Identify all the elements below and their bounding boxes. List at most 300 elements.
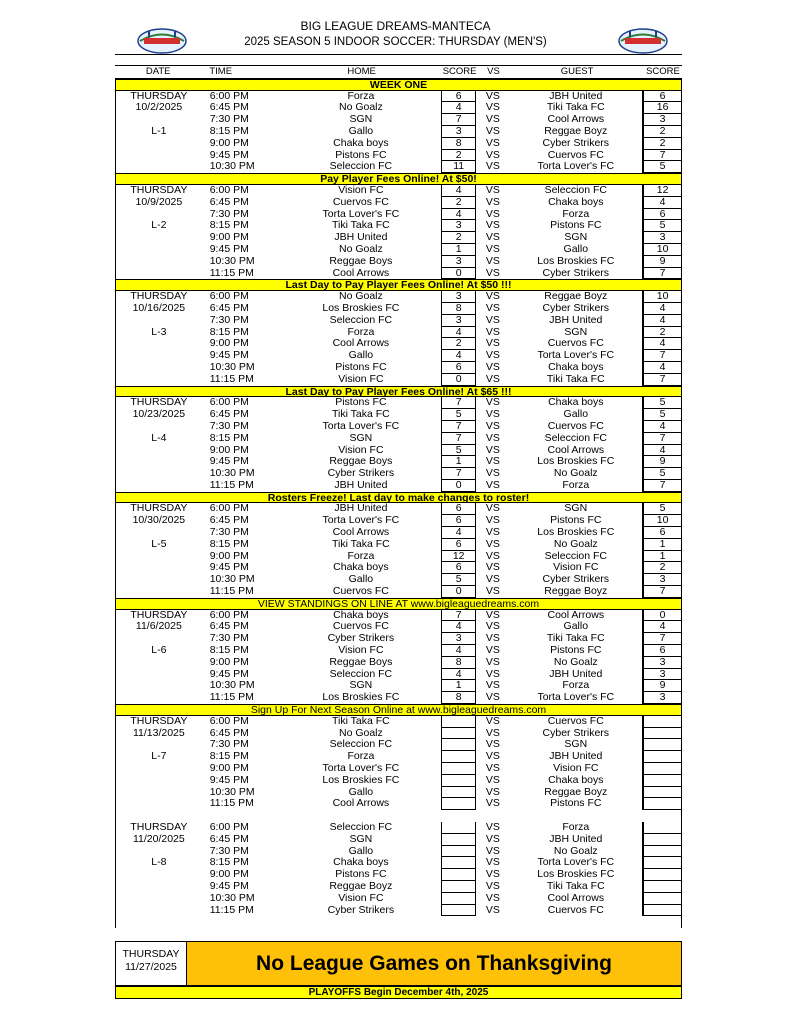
week-label: L-2 xyxy=(151,220,167,232)
guest-score: 7 xyxy=(643,350,681,362)
week-banner: VIEW STANDINGS ON LINE AT www.bigleaguedreams.com xyxy=(115,598,682,610)
home-score xyxy=(442,763,476,775)
date-cell xyxy=(116,232,202,244)
game-time: 9:00 PM xyxy=(209,656,249,668)
game-time: 8:15 PM xyxy=(209,220,249,232)
game-time: 10:30 PM xyxy=(209,892,255,904)
guest-score: 5 xyxy=(643,397,681,409)
guest-score xyxy=(643,869,681,881)
home-team: Reggae Boys xyxy=(281,256,442,268)
guest-score: 3 xyxy=(643,657,681,669)
game-row xyxy=(115,421,682,433)
vs-label: VS xyxy=(485,798,500,810)
guest-score: 10 xyxy=(643,515,681,527)
vs-label: VS xyxy=(485,479,500,491)
home-score: 3 xyxy=(442,256,476,268)
guest-team: Chaka boys xyxy=(509,362,643,374)
guest-team: JBH United xyxy=(509,669,643,681)
guest-team: JBH United xyxy=(509,834,643,846)
game-time: 7:30 PM xyxy=(209,845,249,857)
guest-team: No Goalz xyxy=(509,846,643,858)
guest-team: Reggae Boyz xyxy=(509,787,643,799)
vs-label: VS xyxy=(485,338,500,350)
game-time: 8:15 PM xyxy=(209,751,249,763)
vs-label: VS xyxy=(485,633,500,645)
guest-score xyxy=(643,905,681,917)
game-row xyxy=(115,91,682,103)
home-team: Gallo xyxy=(281,350,442,362)
home-score: 2 xyxy=(442,338,476,350)
week-day: THURSDAY xyxy=(130,397,188,409)
vs-label: VS xyxy=(485,291,500,303)
week-day: THURSDAY xyxy=(130,715,188,727)
date-cell xyxy=(116,527,202,539)
vs-label: VS xyxy=(485,420,500,432)
home-score: 12 xyxy=(442,551,476,563)
guest-team: Cool Arrows xyxy=(509,445,643,457)
guest-team: Forza xyxy=(509,822,643,834)
game-time: 11:15 PM xyxy=(209,373,254,385)
date-cell xyxy=(116,421,202,433)
game-row xyxy=(115,905,682,917)
home-team: Pistons FC xyxy=(281,362,442,374)
game-row xyxy=(115,551,682,563)
home-team: Pistons FC xyxy=(281,150,442,162)
game-row xyxy=(115,586,682,598)
vs-label: VS xyxy=(485,456,500,468)
game-row xyxy=(115,209,682,221)
game-row xyxy=(115,527,682,539)
game-time: 7:30 PM xyxy=(209,633,249,645)
guest-score xyxy=(643,822,681,834)
game-row xyxy=(115,456,682,468)
game-row xyxy=(115,445,682,457)
game-row xyxy=(115,539,682,551)
home-score: 4 xyxy=(442,621,476,633)
guest-score: 7 xyxy=(643,374,681,386)
guest-team: Forza xyxy=(509,480,643,492)
home-score xyxy=(442,775,476,787)
guest-score xyxy=(643,857,681,869)
home-score: 8 xyxy=(442,692,476,704)
home-score xyxy=(442,728,476,740)
vs-label: VS xyxy=(485,751,500,763)
vs-label: VS xyxy=(485,373,500,385)
vs-label: VS xyxy=(485,161,500,173)
thanksgiving-day: THURSDAY xyxy=(122,948,180,960)
vs-label: VS xyxy=(485,621,500,633)
vs-label: VS xyxy=(485,869,500,881)
home-team: Forza xyxy=(281,91,442,103)
guest-score: 6 xyxy=(643,209,681,221)
column-header-guest-score: SCORE xyxy=(646,66,680,77)
game-time: 11:15 PM xyxy=(209,798,254,810)
home-team: Cuervos FC xyxy=(281,586,442,598)
week-day: THURSDAY xyxy=(130,90,188,102)
vs-label: VS xyxy=(485,149,500,161)
guest-team: Reggae Boyz xyxy=(509,586,643,598)
week-date: 10/9/2025 xyxy=(135,196,183,208)
home-score: 6 xyxy=(442,362,476,374)
game-time: 8:15 PM xyxy=(209,125,249,137)
home-score: 4 xyxy=(442,645,476,657)
guest-team: Torta Lover's FC xyxy=(509,692,643,704)
vs-label: VS xyxy=(485,444,500,456)
home-score xyxy=(442,869,476,881)
page-subtitle: 2025 SEASON 5 INDOOR SOCCER: THURSDAY (MEN'S) xyxy=(244,36,547,48)
vs-label: VS xyxy=(485,397,500,409)
home-team: No Goalz xyxy=(281,102,442,114)
vs-label: VS xyxy=(485,586,500,598)
column-header-home: HOME xyxy=(347,66,376,77)
guest-score: 1 xyxy=(643,539,681,551)
guest-team: Cyber Strikers xyxy=(509,138,643,150)
game-time: 9:45 PM xyxy=(209,243,249,255)
home-team: Cool Arrows xyxy=(281,338,442,350)
game-row xyxy=(115,232,682,244)
home-team: Cuervos FC xyxy=(281,621,442,633)
home-team: Chaka boys xyxy=(281,857,442,869)
home-score: 6 xyxy=(442,91,476,103)
home-score: 7 xyxy=(442,468,476,480)
home-score: 5 xyxy=(442,409,476,421)
game-time: 9:45 PM xyxy=(209,668,249,680)
game-time: 6:00 PM xyxy=(209,291,249,303)
guest-team: Seleccion FC xyxy=(509,551,643,563)
game-row xyxy=(115,268,682,280)
home-team: Reggae Boys xyxy=(281,456,442,468)
game-time: 9:00 PM xyxy=(209,338,249,350)
column-header-vs: VS xyxy=(487,66,500,77)
guest-score: 3 xyxy=(643,114,681,126)
game-row xyxy=(115,692,682,704)
game-row xyxy=(115,881,682,893)
week-date: 10/30/2025 xyxy=(132,515,186,527)
guest-score xyxy=(643,775,681,787)
game-row xyxy=(115,857,682,869)
guest-team: No Goalz xyxy=(509,539,643,551)
home-score: 0 xyxy=(442,586,476,598)
date-cell xyxy=(116,633,202,645)
date-cell xyxy=(116,268,202,280)
date-cell xyxy=(116,739,202,751)
home-score xyxy=(442,834,476,846)
game-time: 6:45 PM xyxy=(209,102,249,114)
game-row xyxy=(115,610,682,622)
home-score: 3 xyxy=(442,633,476,645)
home-score: 5 xyxy=(442,574,476,586)
home-score xyxy=(442,751,476,763)
game-time: 6:00 PM xyxy=(209,822,249,833)
home-score: 0 xyxy=(442,480,476,492)
home-team: Seleccion FC xyxy=(281,739,442,751)
date-cell xyxy=(116,775,202,787)
date-cell xyxy=(116,763,202,775)
guest-team: Torta Lover's FC xyxy=(509,350,643,362)
vs-label: VS xyxy=(485,880,500,892)
guest-team: SGN xyxy=(509,739,643,751)
vs-label: VS xyxy=(485,409,500,421)
game-row xyxy=(115,315,682,327)
game-time: 9:45 PM xyxy=(209,350,249,362)
home-score: 6 xyxy=(442,539,476,551)
vs-label: VS xyxy=(485,562,500,574)
week-day: THURSDAY xyxy=(130,609,188,621)
guest-team: Cuervos FC xyxy=(509,905,643,917)
home-team: Cool Arrows xyxy=(281,527,442,539)
game-time: 6:00 PM xyxy=(209,503,249,515)
home-score: 1 xyxy=(442,680,476,692)
game-row xyxy=(115,645,682,657)
vs-label: VS xyxy=(485,668,500,680)
week-date: 10/23/2025 xyxy=(132,409,186,421)
home-team: No Goalz xyxy=(281,291,442,303)
guest-team: Seleccion FC xyxy=(509,433,643,445)
home-team: Cuervos FC xyxy=(281,197,442,209)
guest-score: 4 xyxy=(643,421,681,433)
guest-team: Chaka boys xyxy=(509,775,643,787)
column-header-time: TIME xyxy=(209,66,233,77)
vs-label: VS xyxy=(485,550,500,562)
guest-score: 3 xyxy=(643,669,681,681)
date-cell xyxy=(116,680,202,692)
vs-label: VS xyxy=(485,774,500,786)
week-date: 11/13/2025 xyxy=(132,727,185,739)
guest-score xyxy=(643,739,681,751)
home-team: Vision FC xyxy=(281,445,442,457)
game-time: 7:30 PM xyxy=(209,420,249,432)
game-row xyxy=(115,574,682,586)
guest-score: 5 xyxy=(643,409,681,421)
week-label: L-4 xyxy=(151,432,167,444)
week-day: THURSDAY xyxy=(130,184,188,196)
game-row xyxy=(115,633,682,645)
game-row xyxy=(115,669,682,681)
game-time: 6:45 PM xyxy=(209,409,249,421)
vs-label: VS xyxy=(485,515,500,527)
game-row xyxy=(115,350,682,362)
game-time: 10:30 PM xyxy=(209,680,255,692)
guest-score: 2 xyxy=(643,562,681,574)
date-cell xyxy=(116,798,202,810)
date-cell xyxy=(116,138,202,150)
game-time: 7:30 PM xyxy=(209,739,249,751)
home-team: Torta Lover's FC xyxy=(281,763,442,775)
home-score: 2 xyxy=(442,150,476,162)
week-banner: Pay Player Fees Online! At $50! xyxy=(115,173,682,185)
vs-label: VS xyxy=(485,326,500,338)
guest-team: Seleccion FC xyxy=(509,185,643,197)
home-score xyxy=(442,798,476,810)
date-cell xyxy=(116,315,202,327)
guest-score: 10 xyxy=(643,291,681,303)
home-team: JBH United xyxy=(281,503,442,515)
week-banner: WEEK ONE xyxy=(115,79,682,91)
page-title: BIG LEAGUE DREAMS-MANTECA xyxy=(300,19,491,33)
home-score: 4 xyxy=(442,327,476,339)
date-cell xyxy=(116,869,202,881)
guest-team: JBH United xyxy=(509,315,643,327)
schedule-table xyxy=(115,65,682,928)
guest-score: 7 xyxy=(643,150,681,162)
vs-label: VS xyxy=(485,243,500,255)
guest-score xyxy=(643,893,681,905)
guest-team: Pistons FC xyxy=(509,515,643,527)
game-time: 9:45 PM xyxy=(209,880,249,892)
game-row xyxy=(115,114,682,126)
home-team: Forza xyxy=(281,751,442,763)
vs-label: VS xyxy=(485,267,500,279)
vs-label: VS xyxy=(485,656,500,668)
home-team: Cyber Strikers xyxy=(281,905,442,917)
date-cell xyxy=(116,905,202,917)
vs-label: VS xyxy=(485,137,500,149)
home-score xyxy=(442,716,476,728)
vs-label: VS xyxy=(485,609,500,621)
guest-score: 4 xyxy=(643,303,681,315)
vs-label: VS xyxy=(485,833,500,845)
game-row xyxy=(115,409,682,421)
guest-score: 6 xyxy=(643,645,681,657)
guest-score: 5 xyxy=(643,503,681,515)
game-row xyxy=(115,480,682,492)
guest-score: 4 xyxy=(643,197,681,209)
game-time: 6:45 PM xyxy=(209,621,249,633)
guest-score: 5 xyxy=(643,468,681,480)
week-day: THURSDAY xyxy=(130,822,188,833)
date-cell xyxy=(116,161,202,173)
date-cell xyxy=(116,374,202,386)
date-cell xyxy=(116,256,202,268)
home-score: 2 xyxy=(442,197,476,209)
game-time: 6:45 PM xyxy=(209,833,249,845)
vs-label: VS xyxy=(485,538,500,550)
game-time: 11:15 PM xyxy=(209,267,254,279)
game-row xyxy=(115,775,682,787)
date-cell xyxy=(116,445,202,457)
home-team: Cyber Strikers xyxy=(281,468,442,480)
guest-team: Cyber Strikers xyxy=(509,574,643,586)
guest-score: 10 xyxy=(643,244,681,256)
guest-score xyxy=(643,751,681,763)
game-time: 9:00 PM xyxy=(209,550,249,562)
vs-label: VS xyxy=(485,527,500,539)
guest-score: 7 xyxy=(643,433,681,445)
guest-score xyxy=(643,787,681,799)
date-cell xyxy=(116,468,202,480)
guest-score: 3 xyxy=(643,692,681,704)
game-row xyxy=(115,822,682,834)
game-time: 9:00 PM xyxy=(209,232,249,244)
home-team: Seleccion FC xyxy=(281,822,442,834)
date-cell xyxy=(116,114,202,126)
guest-team: Cool Arrows xyxy=(509,893,643,905)
guest-score xyxy=(643,728,681,740)
game-time: 6:45 PM xyxy=(209,302,249,314)
game-row xyxy=(115,327,682,339)
vs-label: VS xyxy=(485,763,500,775)
home-score: 6 xyxy=(442,562,476,574)
header-divider xyxy=(115,54,682,55)
guest-score: 3 xyxy=(643,574,681,586)
game-row xyxy=(115,716,682,728)
guest-team: Cuervos FC xyxy=(509,421,643,433)
game-row xyxy=(115,739,682,751)
week-spacer xyxy=(115,810,682,822)
guest-team: SGN xyxy=(509,503,643,515)
date-cell xyxy=(116,362,202,374)
home-score xyxy=(442,905,476,917)
guest-team: Gallo xyxy=(509,409,643,421)
vs-label: VS xyxy=(485,255,500,267)
vs-label: VS xyxy=(485,574,500,586)
home-score: 4 xyxy=(442,185,476,197)
vs-label: VS xyxy=(485,114,500,126)
home-score: 3 xyxy=(442,315,476,327)
guest-score: 16 xyxy=(643,102,681,114)
home-team: No Goalz xyxy=(281,244,442,256)
home-score xyxy=(442,846,476,858)
game-row xyxy=(115,433,682,445)
guest-team: Cyber Strikers xyxy=(509,728,643,740)
date-cell xyxy=(116,787,202,799)
guest-team: Cool Arrows xyxy=(509,610,643,622)
home-score: 4 xyxy=(442,209,476,221)
home-score: 8 xyxy=(442,303,476,315)
game-row xyxy=(115,846,682,858)
game-row xyxy=(115,657,682,669)
game-row xyxy=(115,751,682,763)
vs-label: VS xyxy=(485,680,500,692)
home-score: 3 xyxy=(442,220,476,232)
date-cell xyxy=(116,150,202,162)
guest-team: Los Broskies FC xyxy=(509,869,643,881)
home-team: Gallo xyxy=(281,574,442,586)
guest-team: Cuervos FC xyxy=(509,150,643,162)
guest-team: Pistons FC xyxy=(509,220,643,232)
game-row xyxy=(115,244,682,256)
game-row xyxy=(115,256,682,268)
vs-label: VS xyxy=(485,692,500,704)
vs-label: VS xyxy=(485,892,500,904)
date-cell xyxy=(116,480,202,492)
home-team: SGN xyxy=(281,680,442,692)
home-team: Forza xyxy=(281,327,442,339)
date-cell xyxy=(116,338,202,350)
guest-score xyxy=(643,763,681,775)
home-team: Cool Arrows xyxy=(281,268,442,280)
game-time: 9:45 PM xyxy=(209,774,249,786)
game-row xyxy=(115,621,682,633)
vs-label: VS xyxy=(485,220,500,232)
date-cell xyxy=(116,881,202,893)
game-time: 8:15 PM xyxy=(209,538,249,550)
guest-team: Cuervos FC xyxy=(509,338,643,350)
game-row xyxy=(115,468,682,480)
guest-score: 7 xyxy=(643,633,681,645)
home-team: Los Broskies FC xyxy=(281,303,442,315)
game-row xyxy=(115,787,682,799)
home-score: 0 xyxy=(442,374,476,386)
home-score: 4 xyxy=(442,102,476,114)
week-date: 10/2/2025 xyxy=(135,102,183,114)
home-team: Cool Arrows xyxy=(281,798,442,810)
game-row xyxy=(115,220,682,232)
week-label: L-3 xyxy=(151,326,167,338)
game-row xyxy=(115,197,682,209)
home-score: 1 xyxy=(442,456,476,468)
week-date: 11/20/2025 xyxy=(132,833,185,845)
